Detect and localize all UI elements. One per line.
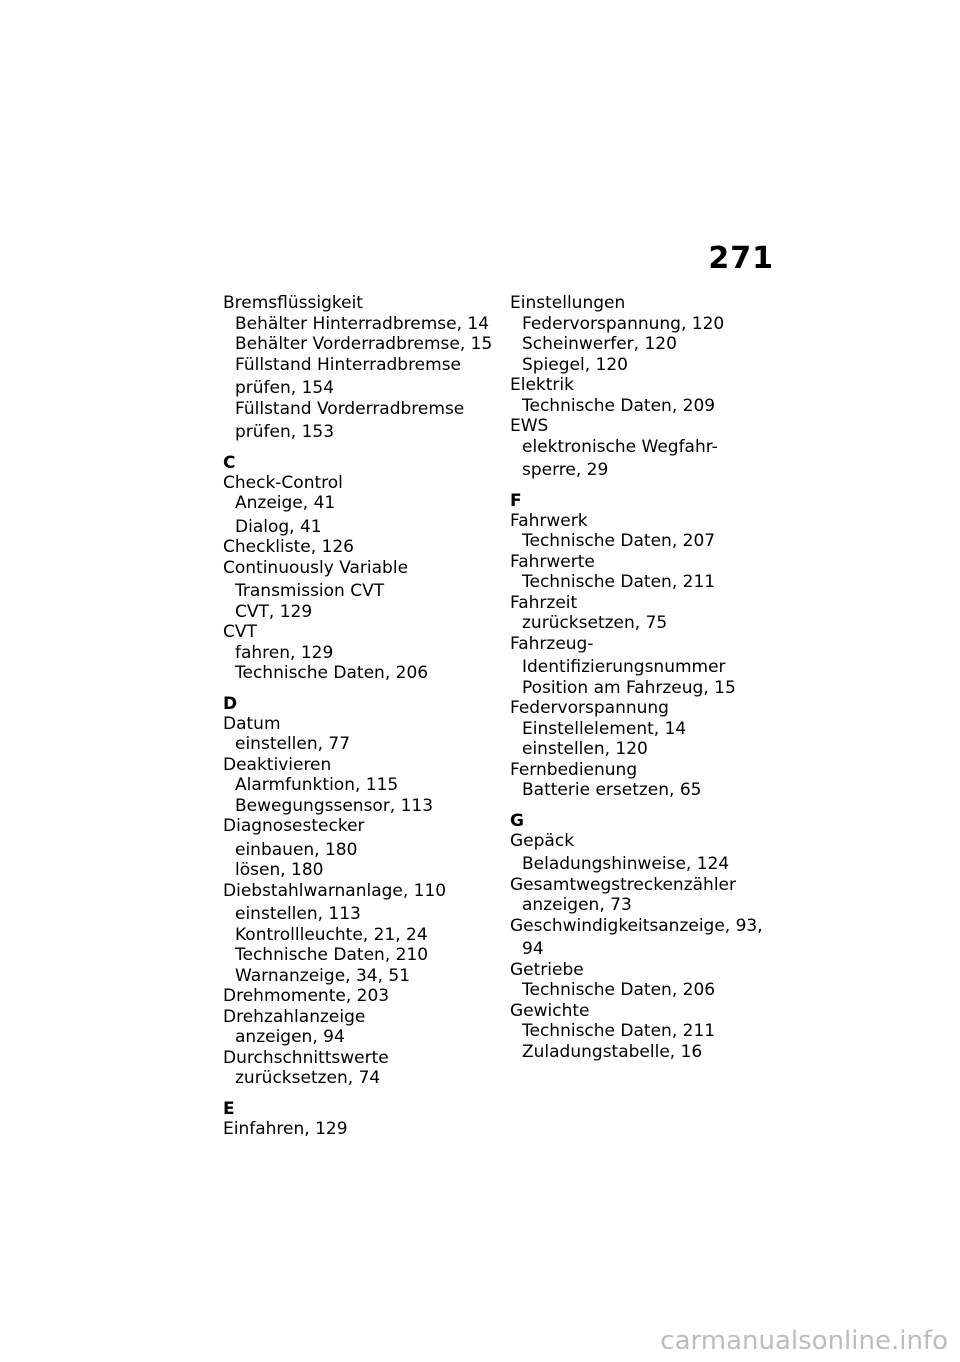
index-entry: Checkliste, 126 (223, 537, 354, 557)
watermark: carmanualsonline.info (660, 1326, 948, 1356)
index-subentry: einstellen, 77 (235, 734, 351, 754)
index-subentry: Transmission CVT (235, 581, 385, 601)
index-entry: Continuously Variable (223, 557, 409, 578)
index-subentry: Einstellelement, 14 (522, 718, 687, 739)
index-subentry: Zuladungstabelle, 16 (522, 1041, 703, 1062)
index-subentry: anzeigen, 94 (235, 1027, 345, 1047)
index-subentry: 94 (522, 939, 544, 959)
index-entry: Bremsflüssigkeit (223, 293, 363, 313)
index-subentry: zurücksetzen, 74 (235, 1068, 381, 1088)
index-subentry: einbauen, 180 (235, 839, 358, 860)
index-subentry: Beladungshinweise, 124 (522, 854, 730, 874)
index-entry: Drehmomente, 203 (223, 986, 390, 1006)
index-entry: Drehzahlanzeige (223, 1006, 366, 1027)
index-entry: Fahrwerk (510, 510, 588, 531)
index-entry: Gesamtwegstreckenzähler (510, 874, 736, 895)
index-subentry: Position am Fahrzeug, 15 (522, 677, 736, 698)
index-subentry: Technische Daten, 206 (235, 663, 429, 683)
index-entry: Gewichte (510, 1000, 590, 1021)
index-subentry: Bewegungssensor, 113 (235, 795, 434, 816)
index-subentry: prüfen, 153 (235, 422, 335, 442)
index-entry: Einfahren, 129 (223, 1118, 348, 1139)
index-subentry: einstellen, 113 (235, 904, 361, 924)
index-subentry: Technische Daten, 207 (522, 531, 716, 551)
index-subentry: elektronische Wegfahr- (522, 436, 718, 457)
index-entry: Fahrzeit (510, 592, 578, 613)
index-letter-heading: D (223, 693, 238, 714)
index-subentry: lösen, 180 (235, 860, 324, 880)
index-subentry: Technische Daten, 210 (235, 945, 429, 965)
index-entry: Datum (223, 713, 281, 734)
index-entry: Fahrzeug- (510, 633, 594, 654)
index-subentry: sperre, 29 (522, 460, 609, 480)
index-entry: Elektrik (510, 375, 574, 395)
index-entry: Einstellungen (510, 293, 626, 313)
index-subentry: prüfen, 154 (235, 378, 335, 398)
index-subentry: Behälter Vorderradbremse, 15 (235, 334, 493, 354)
index-letter-heading: E (223, 1098, 235, 1119)
index-entry: Deaktivieren (223, 754, 332, 775)
index-subentry: zurücksetzen, 75 (522, 613, 668, 633)
index-subentry: Spiegel, 120 (522, 354, 628, 375)
index-subentry: Behälter Hinterradbremse, 14 (235, 313, 490, 334)
index-subentry: Scheinwerfer, 120 (522, 334, 677, 354)
index-column-right (510, 293, 810, 1062)
index-subentry: Füllstand Hinterradbremse (235, 354, 462, 375)
index-entry: Durchschnittswerte (223, 1047, 389, 1068)
index-subentry: Warnanzeige, 34, 51 (235, 965, 411, 986)
index-entry: Diagnosestecker (223, 816, 365, 836)
index-entry: Federvorspannung (510, 698, 669, 718)
index-entry: EWS (510, 416, 549, 436)
index-subentry: Technische Daten, 209 (522, 395, 716, 416)
index-entry: Getriebe (510, 959, 584, 980)
index-subentry: Kontrollleuchte, 21, 24 (235, 924, 428, 945)
index-subentry: Technische Daten, 211 (522, 572, 716, 592)
index-entry: Fernbedienung (510, 759, 638, 780)
index-letter-heading: G (510, 810, 524, 831)
index-entry: Gepäck (510, 830, 575, 851)
index-subentry: Federvorspannung, 120 (522, 313, 725, 334)
index-subentry: CVT, 129 (235, 601, 313, 622)
index-subentry: Dialog, 41 (235, 516, 322, 537)
page-number: 271 (708, 241, 774, 276)
index-subentry: Füllstand Vorderradbremse (235, 398, 465, 419)
index-subentry: Batterie ersetzen, 65 (522, 780, 702, 800)
index-subentry: Anzeige, 41 (235, 493, 336, 513)
index-letter-heading: C (223, 452, 236, 473)
index-subentry: einstellen, 120 (522, 739, 648, 759)
index-entry: Diebstahlwarnanlage, 110 (223, 880, 447, 901)
index-subentry: anzeigen, 73 (522, 895, 632, 915)
index-entry: Fahrwerte (510, 551, 595, 572)
index-entry: Geschwindigkeitsanzeige, 93, (510, 915, 763, 936)
index-entry: CVT (223, 622, 257, 642)
index-letter-heading: F (510, 490, 522, 511)
index-subentry: fahren, 129 (235, 642, 334, 663)
index-subentry: Identifizierungsnummer (522, 657, 726, 677)
index-subentry: Technische Daten, 206 (522, 980, 716, 1000)
index-entry: Check-Control (223, 472, 343, 493)
index-subentry: Alarmfunktion, 115 (235, 775, 399, 795)
index-column-left (223, 293, 508, 1139)
index-subentry: Technische Daten, 211 (522, 1021, 716, 1041)
